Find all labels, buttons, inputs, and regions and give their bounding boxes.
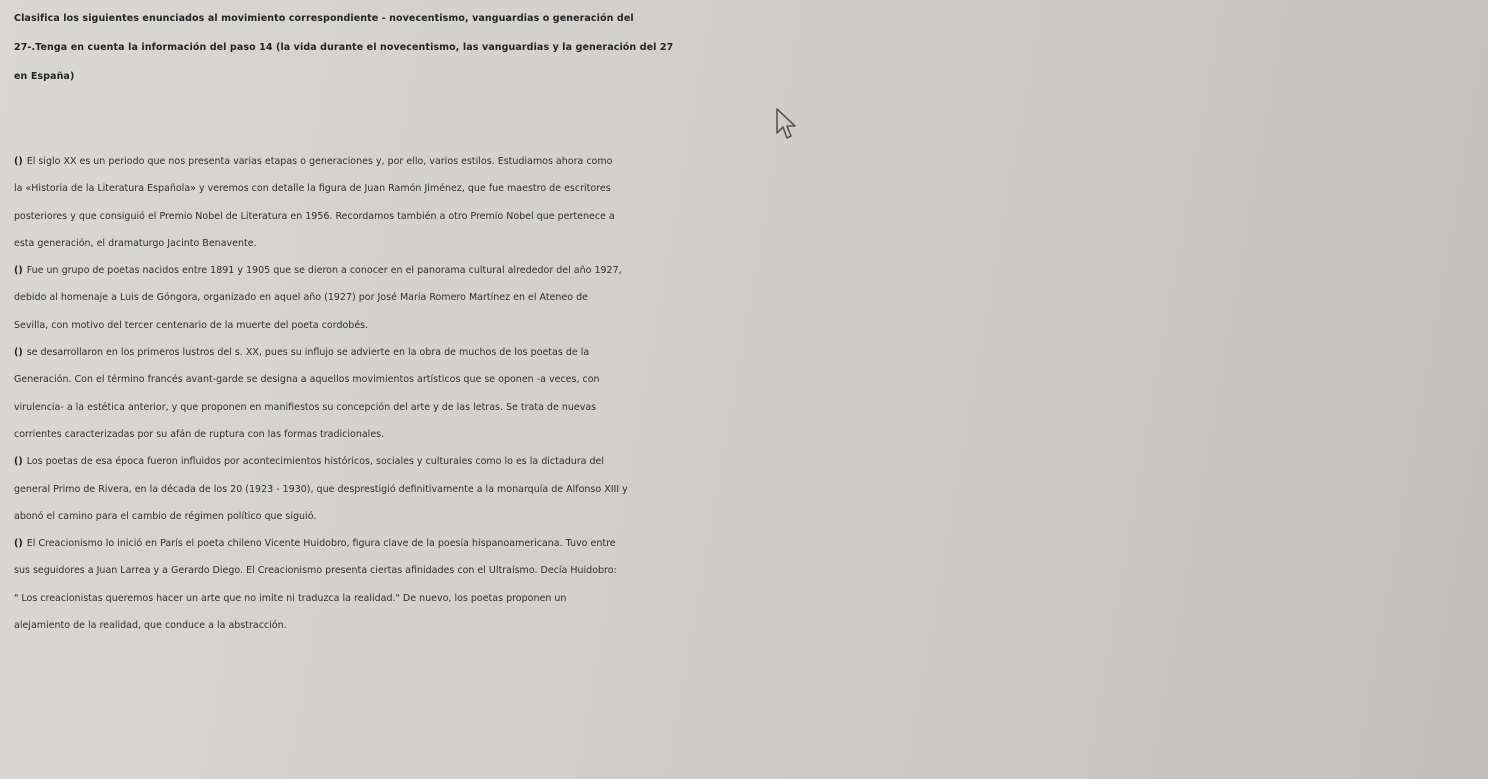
statement-line: debido al homenaje a Luis de Góngora, organizado en aquel año (1927) por José María Romero Martínez en el Ateneo de — [14, 292, 588, 304]
answer-parentheses[interactable]: () — [14, 156, 23, 167]
statement-line: abonó el camino para el cambio de régimen político que siguió. — [14, 510, 317, 522]
statement-line: corrientes caracterizadas por su afán de ruptura con las formas tradicionales. — [14, 428, 385, 440]
statement-line: sus seguidores a Juan Larrea y a Gerardo Diego. El Creacionismo presenta ciertas afinidades con el Ultraísmo. Decía Huidobro: — [14, 565, 617, 577]
statement-line: Los poetas de esa época fueron influidos por acontecimientos históricos, sociales y culturales como lo es la dictadura del — [26, 456, 605, 468]
heading-line: en España) — [14, 71, 75, 82]
statement-line: Fue un grupo de poetas nacidos entre 1891 y 1905 que se dieron a conocer en el panorama cultural alrededor del año 1927, — [26, 265, 622, 277]
answer-parentheses[interactable]: () — [14, 265, 23, 277]
statement-item — [14, 339, 1484, 448]
statement-line: la «Historia de la Literatura Española» y veremos con detalle la figura de Juan Ramón Jiménez, que fue maestro de escritores — [14, 183, 611, 195]
exercise-heading — [14, 4, 1484, 91]
answer-parentheses[interactable]: () — [14, 347, 23, 359]
statement-line: virulencia- a la estética anterior, y que proponen en manifiestos su concepción del arte y de las letras. Se trata de nuevas — [14, 401, 597, 413]
answer-parentheses[interactable]: () — [14, 456, 23, 468]
statement-line: general Primo de Rivera, en la década de los 20 (1923 - 1930), que desprestigió definitivamente a la monarquía de Alfonso XIII y — [14, 483, 628, 495]
heading-line: 27-.Tenga en cuenta la información del paso 14 (la vida durante el novecentismo, las vanguardias y la generación del 27 — [14, 42, 674, 53]
statement-line: Sevilla, con motivo del tercer centenario de la muerte del poeta cordobés. — [14, 319, 369, 331]
statement-item — [14, 530, 1484, 639]
statement-line: " Los creacionistas queremos hacer un arte que no imite ni traduzca la realidad." De nuevo, los poetas proponen un — [14, 592, 567, 604]
answer-parentheses[interactable]: () — [14, 538, 23, 550]
statement-line: El siglo XX es un periodo que nos presenta varias etapas o generaciones y, por ello, varios estilos. Estudiamos ahora como — [26, 156, 613, 167]
statement-item — [14, 257, 1484, 339]
statement-line: se desarrollaron en los primeros lustros del s. XX, pues su influjo se advierte en la obra de muchos de los poetas de la — [26, 347, 590, 359]
statement-line: alejamiento de la realidad, que conduce a la abstracción. — [14, 620, 287, 632]
heading-line: Clasifica los siguientes enunciados al movimiento correspondiente - novecentismo, vanguardias o generación del — [14, 13, 634, 24]
statements-list — [14, 148, 1484, 639]
statement-line: esta generación, el dramaturgo Jacinto Benavente. — [14, 237, 257, 249]
statement-line: El Creacionismo lo inició en París el poeta chileno Vicente Huidobro, figura clave de la poesía hispanoamericana. Tuvo entre — [26, 538, 616, 550]
statement-item — [14, 148, 1484, 257]
statement-item — [14, 448, 1484, 530]
statement-line: Generación. Con el término francés avant-garde se designa a aquellos movimientos artísticos que se oponen -a veces, con — [14, 374, 600, 386]
statement-line: posteriores y que consiguió el Premio Nobel de Literatura en 1956. Recordamos también a otro Premio Nobel que pertenece a — [14, 210, 615, 222]
mouse-pointer-icon — [774, 107, 798, 141]
document-page — [14, 4, 1484, 632]
